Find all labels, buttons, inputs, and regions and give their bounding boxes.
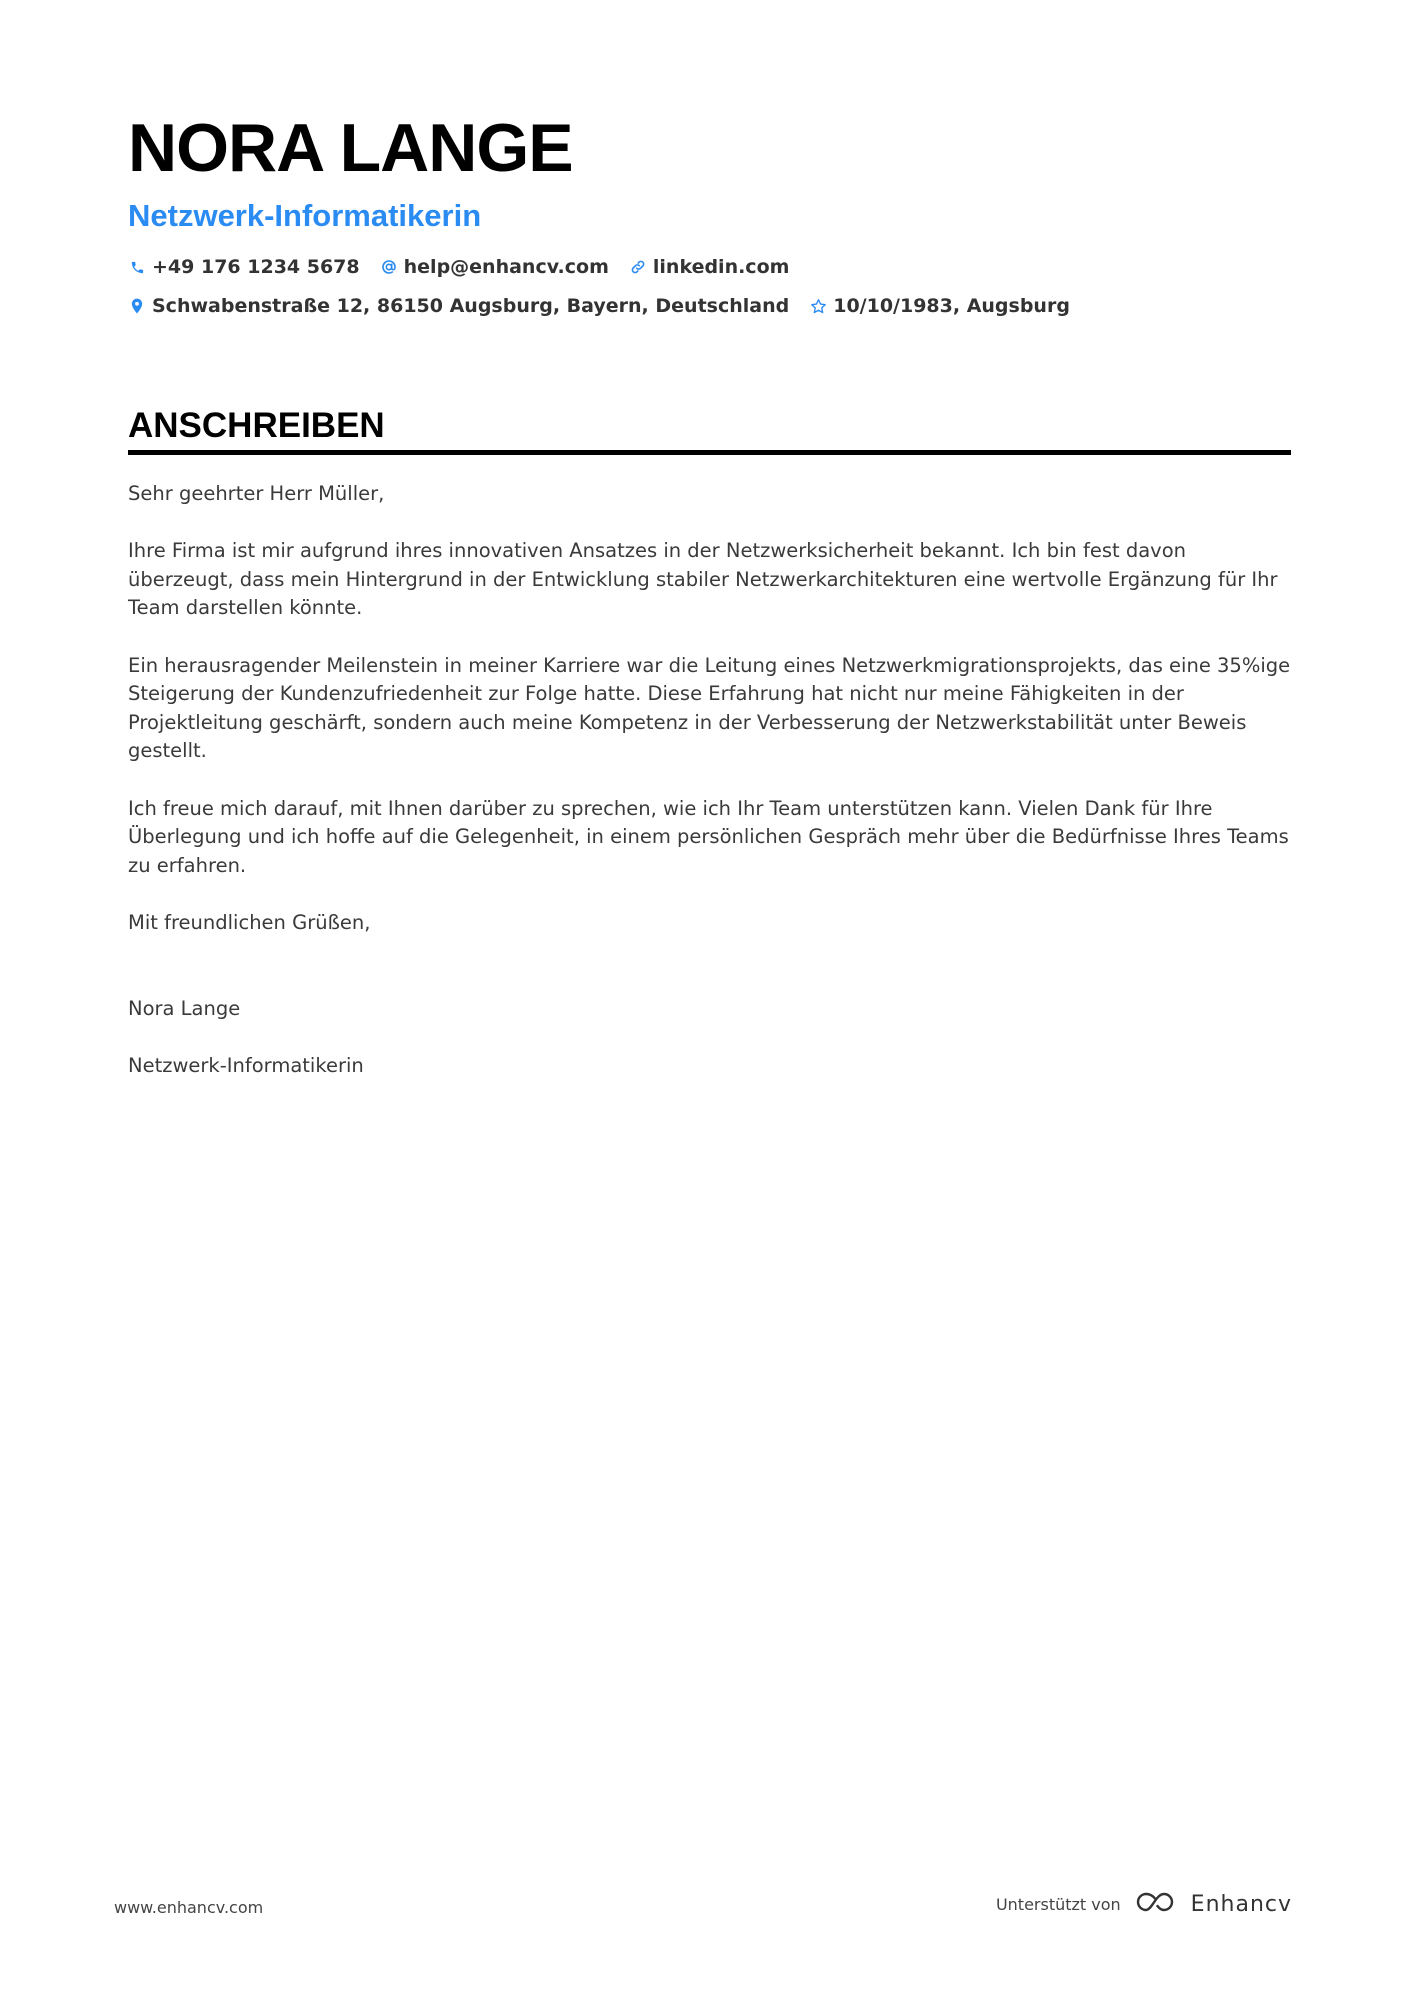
brand-name: Enhancv — [1190, 1891, 1292, 1917]
letter-paragraph: Ein herausragender Meilenstein in meiner Karriere war die Leitung eines Netzwerkmigrationsprojekts, das eine 35%ige Steigerung der Kundenzufriedenheit zur Folge hatte. Diese Erfahrung hat nicht nur meine Fähigkeiten in der Projektleitung geschärft, sondern auch meine Kompetenz in der Verbesserung der Netzwerkstabilität unter Beweis gestellt. — [128, 653, 1291, 763]
resume-header — [128, 108, 1291, 319]
contact-linkedin-text: linkedin.com — [652, 256, 790, 278]
contact-address — [128, 293, 789, 319]
contact-row-2 — [128, 293, 1291, 319]
section-divider — [128, 450, 1291, 455]
contact-email-text: help@enhancv.com — [403, 256, 609, 278]
phone-icon — [128, 258, 146, 276]
signature-name: Nora Lange — [128, 996, 241, 1020]
section-title: ANSCHREIBEN — [128, 406, 385, 445]
star-icon — [809, 297, 827, 315]
contact-address-text: Schwabenstraße 12, 86150 Augsburg, Bayern, Deutschland — [152, 295, 790, 317]
letter-paragraph: Ich freue mich darauf, mit Ihnen darüber zu sprechen, wie ich Ihr Team unterstützen kann. Vielen Dank für Ihre Überlegung und ich hoffe auf die Gelegenheit, in einem persönlichen Gespräch mehr über die Bedürfnisse Ihres Teams zu erfahren. — [128, 796, 1289, 877]
brand-logo[interactable] — [1133, 1890, 1292, 1918]
footer-website[interactable]: www.enhancv.com — [114, 1898, 264, 1917]
letter-closing: Mit freundlichen Grüßen, — [128, 910, 371, 934]
candidate-name: NORA LANGE — [128, 110, 573, 186]
letter-body — [128, 480, 1291, 1109]
letter-salutation: Sehr geehrter Herr Müller, — [128, 482, 385, 505]
contact-birth-text: 10/10/1983, Augsburg — [833, 295, 1070, 317]
contact-phone-text: +49 176 1234 5678 — [152, 256, 360, 278]
contact-email[interactable] — [380, 254, 609, 280]
at-icon — [380, 258, 398, 276]
signature-title: Netzwerk-Informatikerin — [128, 1053, 364, 1077]
contact-linkedin[interactable] — [629, 254, 790, 280]
location-icon — [128, 297, 146, 315]
cover-letter-section — [128, 404, 1291, 455]
powered-by-label: Unterstützt von — [995, 1894, 1121, 1914]
link-icon — [629, 258, 647, 276]
footer-branding — [996, 1890, 1292, 1918]
contact-row-1 — [128, 254, 1291, 280]
letter-paragraph: Ihre Firma ist mir aufgrund ihres innovativen Ansatzes in der Netzwerksicherheit bekannt. Ich bin fest davon überzeugt, dass mein Hintergrund in der Entwicklung stabiler Netzwerkarchitekturen eine wertvolle Ergänzung für Ihr Team darstellen könnte. — [128, 539, 1278, 620]
contact-phone[interactable] — [128, 254, 360, 280]
candidate-role: Netzwerk-Informatikerin — [128, 198, 482, 233]
infinity-logo-icon — [1133, 1890, 1181, 1918]
contact-birth — [809, 293, 1070, 319]
